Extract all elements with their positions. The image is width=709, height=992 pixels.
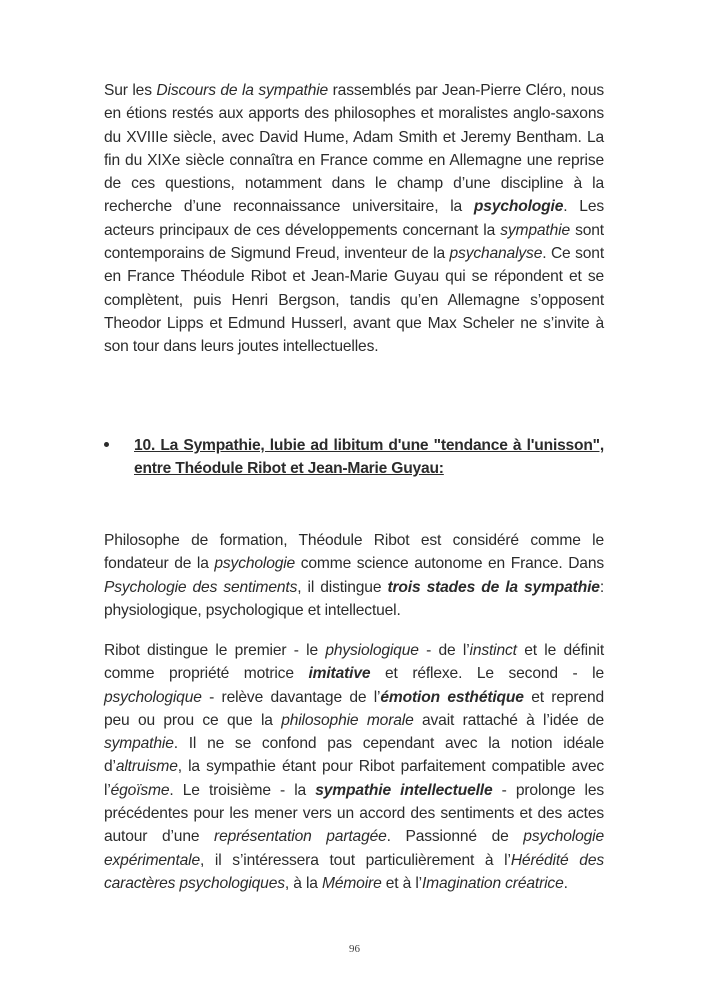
text-run: - prolonge les précédentes pour les mener vers un accord des sentiments et des actes autour d’une: [104, 781, 604, 846]
italic-run: représentation partagée: [214, 828, 387, 846]
italic-run: altruisme: [115, 758, 178, 776]
italic-run: psychologie: [214, 555, 296, 573]
italic-run: égoïsme: [110, 781, 170, 799]
paragraph-ribot-intro-text: [104, 529, 604, 622]
text-run: et réflexe. Le second - le: [370, 665, 604, 683]
text-run: . Il ne se confond pas cependant avec la notion idéale d’: [104, 735, 604, 776]
italic-run: sympathie: [104, 735, 174, 753]
bold-italic-run: imitative: [308, 665, 371, 683]
text-run: . Le troisième - la: [169, 781, 316, 799]
bullet-icon: [104, 442, 109, 447]
bold-italic-run: trois stades de la sympathie: [387, 578, 600, 596]
text-run: Philosophe de formation, Théodule Ribot est considéré comme le fondateur de la: [104, 532, 604, 573]
text-run: : physiologique, psychologique et intellectuel.: [104, 578, 604, 619]
text-run: rassemblés par Jean-Pierre Cléro, nous en étions restés aux apports des philosophes et moralistes anglo-saxons du XVIIIe siècle, avec David Hume, Adam Smith et Jeremy Bentham. La fin du XIXe siècle connaîtra en France comme en Allemagne une reprise de ces questions, notamment dans le champ d’une discipline à la recherche d’une reconnaissance universitaire, la: [104, 82, 604, 216]
italic-run: Hérédité des caractères psychologiques: [104, 851, 604, 892]
text-run: . Les acteurs principaux de ces développements concernant la: [104, 198, 604, 239]
text-run: sont contemporains de Sigmund Freud, inventeur de la: [104, 221, 604, 263]
text-run: - relève davantage de l’: [201, 688, 381, 706]
text-run: et reprend peu ou prou ce que la: [104, 688, 604, 729]
bold-italic-run: sympathie intellectuelle: [315, 781, 493, 799]
text-run: .: [563, 874, 568, 892]
text-run: , il distingue: [297, 578, 388, 596]
text-run: et à l’: [381, 874, 422, 892]
text-run: , à la: [284, 874, 322, 892]
paragraph-ribot-stages: [104, 639, 604, 895]
bold-italic-run: émotion esthétique: [380, 688, 524, 706]
italic-run: instinct: [469, 642, 517, 659]
text-run: . Passionné de: [386, 828, 524, 846]
italic-run: Psychologie des sentiments: [104, 578, 298, 596]
italic-run: Discours de la sympathie: [156, 82, 329, 99]
text-run: Ribot distingue le premier - le: [104, 642, 326, 659]
text-run: comme science autonome en France. Dans: [295, 555, 604, 573]
bold-italic-run: psychologie: [473, 198, 564, 216]
page-number: 96: [349, 943, 360, 955]
paragraph-ribot-intro: [104, 529, 604, 622]
text-run: , il s’intéressera tout particulièrement à l’: [200, 851, 511, 869]
italic-run: Mémoire: [321, 874, 382, 892]
text-run: avait rattaché à l’idée de: [413, 711, 605, 729]
italic-run: philosophie morale: [281, 711, 414, 729]
paragraph-intro: [104, 79, 604, 359]
italic-run: psychologique: [104, 688, 202, 706]
paragraph-intro-text: [104, 79, 604, 359]
text-run: , la sympathie étant pour Ribot parfaitement compatible avec l’: [104, 758, 604, 799]
text-run: . Ce sont en France Théodule Ribot et Jean-Marie Guyau qui se répondent et se complètent, puis Henri Bergson, tandis qu’en Allemagne s’opposent Theodor Lipps et Edmund Husserl, avant que Max Scheler ne s’invite à son tour dans leurs joutes intellectuelles.: [104, 245, 604, 356]
section-heading-text: 10. La Sympathie, lubie ad libitum d'une "tendance à l'unisson", entre Théodule Ribot et Jean-Marie Guyau:: [134, 437, 604, 478]
section-heading: [104, 434, 604, 481]
italic-run: psychanalyse: [449, 245, 543, 263]
italic-run: Imagination créatrice: [422, 874, 564, 892]
paragraph-ribot-stages-text: [104, 639, 604, 895]
italic-run: physiologique: [325, 642, 419, 659]
text-run: Sur les: [104, 82, 157, 99]
text-run: et le définit comme propriété motrice: [104, 642, 605, 683]
italic-run: sympathie: [500, 221, 570, 239]
text-run: - de l’: [418, 642, 470, 659]
italic-run: psychologie expérimentale: [104, 828, 605, 869]
